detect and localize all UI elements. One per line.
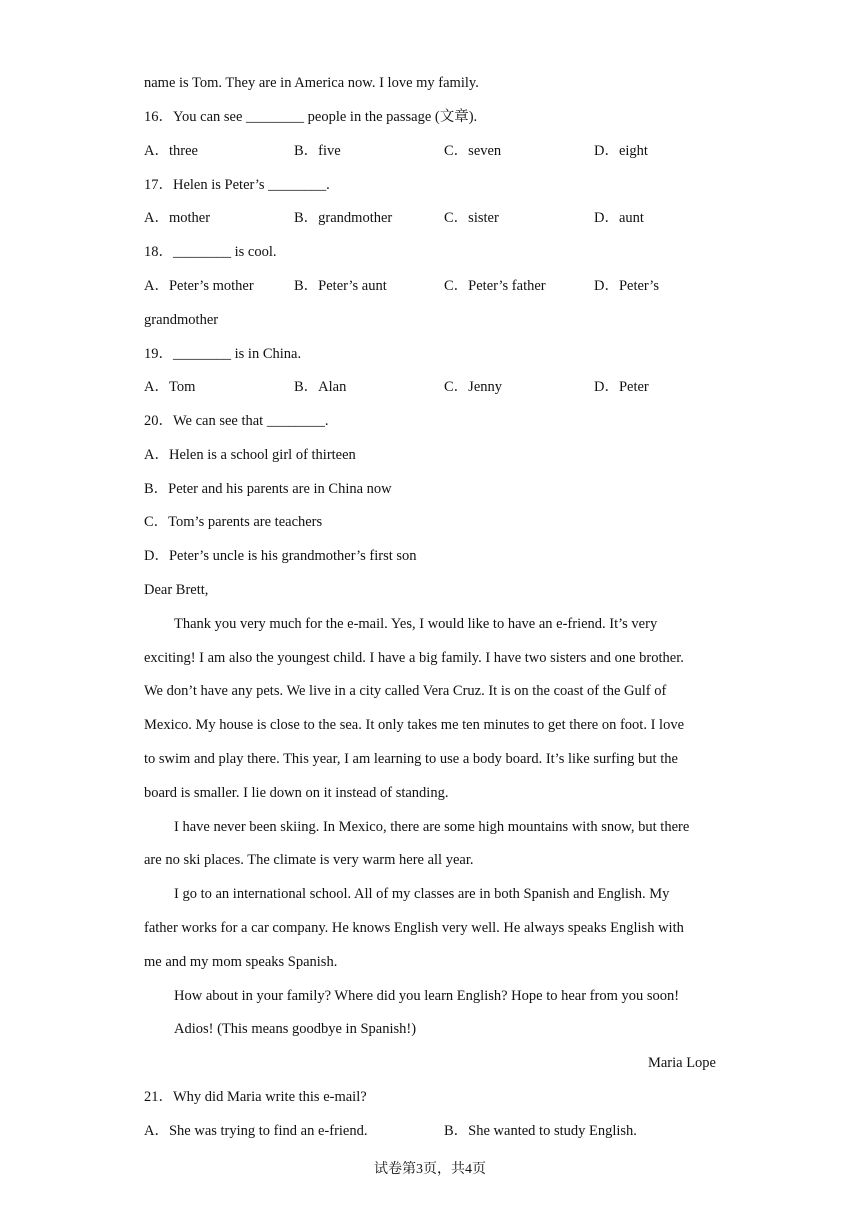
q20-option-a: A．Helen is a school girl of thirteen	[144, 447, 356, 463]
q18-option-d: D．Peter’s	[594, 278, 659, 294]
q20-option-b: B．Peter and his parents are in China now	[144, 481, 392, 497]
q19-option-b: B．Alan	[294, 379, 347, 395]
q17-option-b: B．grandmother	[294, 210, 393, 226]
letter-line: are no ski places. The climate is very warm here all year.	[144, 852, 474, 868]
q17-option-d: D．aunt	[594, 210, 644, 226]
letter-line: father works for a car company. He knows English very well. He always speaks English with	[144, 920, 684, 936]
q17-option-c: C．sister	[444, 210, 499, 226]
letter-line: I have never been skiing. In Mexico, there are some high mountains with snow, but there	[174, 819, 690, 835]
letter-line: me and my mom speaks Spanish.	[144, 954, 338, 970]
question-16-stem: 16．You can see ________ people in the passage (文章).	[144, 109, 478, 125]
letter-line: exciting! I am also the youngest child. I have a big family. I have two sisters and one brother.	[144, 650, 684, 666]
q18-option-c: C．Peter’s father	[444, 278, 546, 294]
q18-option-d-continued: grandmother	[144, 312, 219, 328]
q17-option-a: A．mother	[144, 210, 211, 226]
question-20-stem: 20．We can see that ________.	[144, 413, 329, 429]
letter-greeting: Dear Brett,	[144, 582, 209, 598]
letter-line: We don’t have any pets. We live in a city called Vera Cruz. It is on the coast of the Gulf of	[144, 683, 667, 699]
q19-option-a: A．Tom	[144, 379, 196, 395]
letter-line: to swim and play there. This year, I am learning to use a body board. It’s like surfing but the	[144, 751, 678, 767]
letter-line: board is smaller. I lie down on it instead of standing.	[144, 785, 449, 801]
question-19-stem: 19．________ is in China.	[144, 346, 302, 362]
q19-option-c: C．Jenny	[444, 379, 502, 395]
letter-line: How about in your family? Where did you learn English? Hope to hear from you soon!	[174, 988, 680, 1004]
question-18-stem: 18．________ is cool.	[144, 244, 277, 260]
q20-option-c: C．Tom’s parents are teachers	[144, 514, 323, 530]
q16-option-c: C．seven	[444, 143, 502, 159]
passage-tail: name is Tom. They are in America now. I love my family.	[144, 75, 479, 91]
q18-option-a: A．Peter’s mother	[144, 278, 254, 294]
page-footer: 试卷第3页，共4页	[374, 1162, 486, 1177]
letter-line: Thank you very much for the e-mail. Yes, I would like to have an e-friend. It’s very	[174, 616, 658, 632]
letter-line: I go to an international school. All of my classes are in both Spanish and English. My	[174, 886, 670, 902]
q16-option-b: B．five	[294, 143, 341, 159]
letter-line: Adios! (This means goodbye in Spanish!)	[174, 1021, 417, 1037]
q20-option-d: D．Peter’s uncle is his grandmother’s first son	[144, 548, 417, 564]
question-21-stem: 21．Why did Maria write this e-mail?	[144, 1089, 367, 1105]
q19-option-d: D．Peter	[594, 379, 649, 395]
q16-option-a: A．three	[144, 143, 198, 159]
letter-line: Mexico. My house is close to the sea. It only takes me ten minutes to get there on foot. I love	[144, 717, 685, 733]
q16-option-d: D．eight	[594, 143, 648, 159]
letter-signature: Maria Lope	[647, 1055, 716, 1071]
q21-option-a: A．She was trying to find an e-friend.	[144, 1123, 368, 1139]
q21-option-b: B．She wanted to study English.	[444, 1123, 637, 1139]
q18-option-b: B．Peter’s aunt	[294, 278, 387, 294]
question-17-stem: 17．Helen is Peter’s ________.	[144, 177, 330, 193]
